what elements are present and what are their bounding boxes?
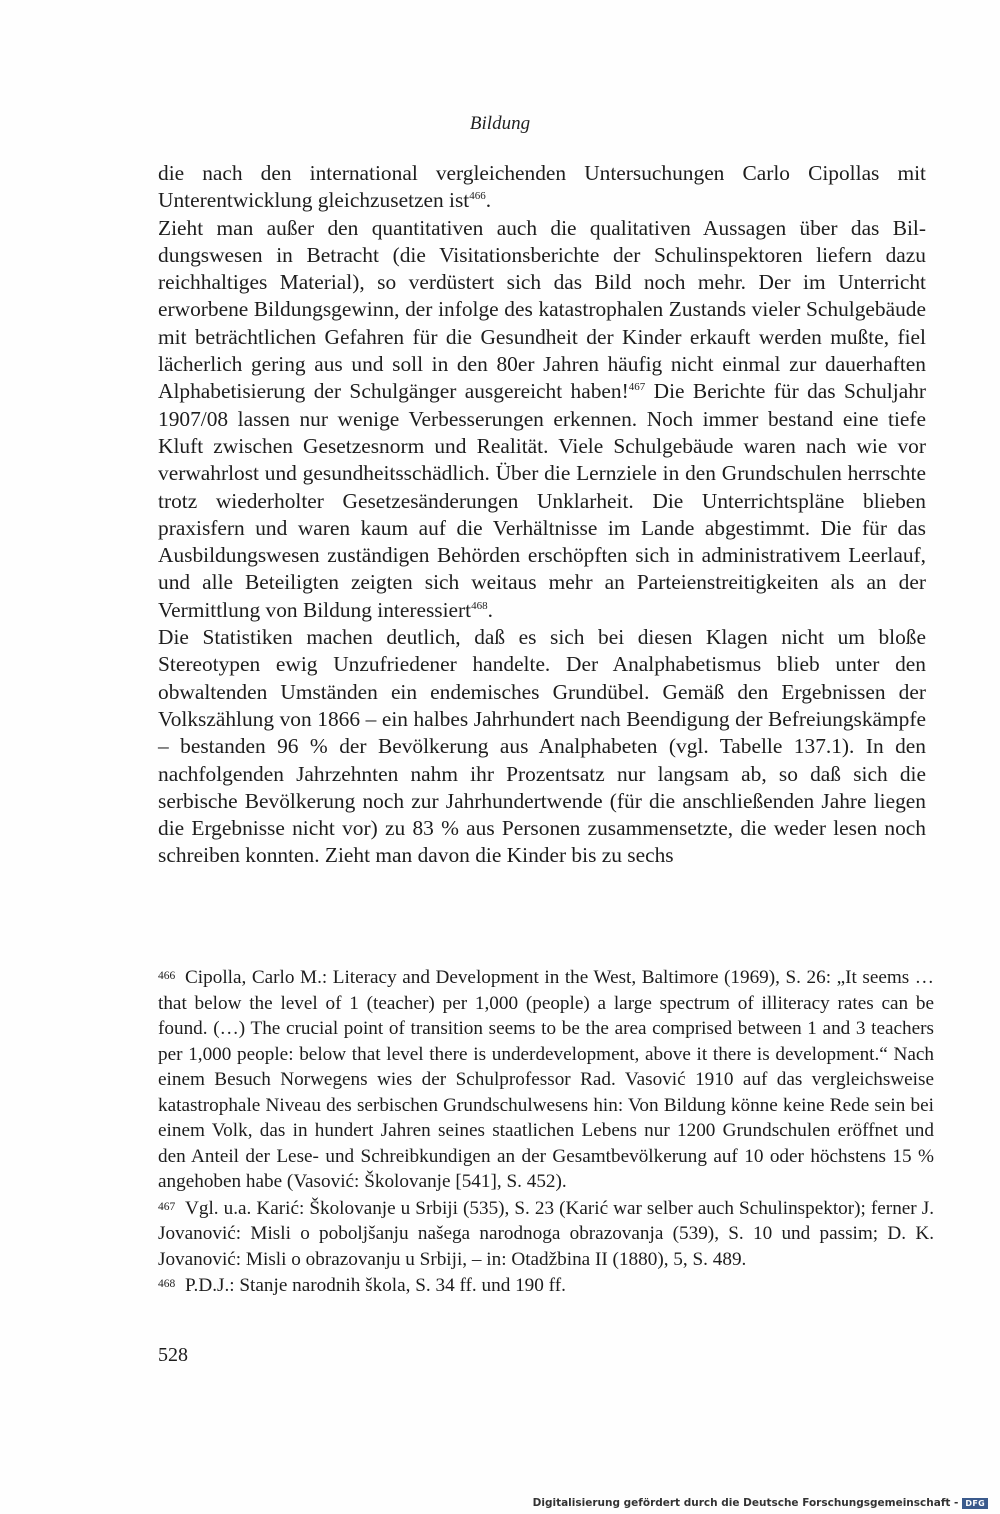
credit-text: Digitalisierung gefördert durch die Deutsche Forschungsgemeinschaft - bbox=[532, 1497, 959, 1509]
footnote-number: 466 bbox=[158, 970, 176, 982]
footnotes bbox=[158, 964, 934, 1299]
footnote-466 bbox=[158, 964, 934, 1195]
text-span: . bbox=[485, 188, 492, 213]
text-span: Zieht man außer den quantitativen auch die qualitativen Aussagen über das Bildungswesen in Betracht (die Visitationsberichte der Schulinspektoren liefern dazu reichhaltiges Material), so verdüstert sich das Bild noch mehr. Der im Unterricht erworbene Bildungsgewinn, der infolge des katastrophalen Zustands vieler Schulgebäude mit beträchtlichen Gefahren für die Gesundheit der Kinder erkauft werden mußte, fiel lächerlich gering aus und soll in den 80er Jahren häufig nicht einmal zur dauerhaften Alphabetisierung der Schulgänger ausgereicht haben! bbox=[158, 215, 926, 404]
footnote-ref[interactable]: 466 bbox=[469, 190, 486, 203]
footnote-ref[interactable]: 467 bbox=[628, 381, 646, 394]
text-span: Die Berichte für das Schuljahr 1907/08 lassen nur wenige Verbesserungen erkennen. Noch immer bestand eine tiefe Kluft zwischen Gesetzesnorm und Realität. Viele Schulgebäude waren nach wie vor verwahrlost und gesundheitsschädlich. Über die Lernziele in den Grundschulen herrschte trotz wiederholter Gesetzesänderungen Unklarheit. Die Unterrichtspläne blieben praxisfern und waren kaum auf die Verhältnisse im Lande abgestimmt. Die für das Ausbildungswesen zuständigen Behörden erschöpften sich in administrativem Leerlauf, und alle Beteiligten zeigten sich weitaus mehr an Parteienstreitigkeiten als an der Vermittlung von Bildung interessiert bbox=[158, 379, 927, 622]
footnote-468 bbox=[158, 1272, 934, 1299]
footnote-467 bbox=[158, 1195, 934, 1273]
body-paragraph bbox=[158, 160, 926, 215]
body-paragraph bbox=[158, 215, 926, 624]
footnote-text: Vgl. u.a. Karić: Školovanje u Srbiji (535), S. 23 (Karić war selber auch Schulinspektor); ferner J. Jovanović: Misli o poboljšanju našega narodnoga obrazovanja (539), S. 10 und passim; D. K. Jovanović: Misli o obrazovanju u Srbiji, – in: Otadžbina II (1880), 5, S. 489. bbox=[158, 1197, 934, 1270]
text-span: die nach den international vergleichenden Untersuchungen Carlo Cipollas mit Unterentwicklung gleichzusetzen ist bbox=[158, 161, 926, 213]
footnote-text: Cipolla, Carlo M.: Literacy and Development in the West, Baltimore (1969), S. 26: „It seems … that below the level of 1 (teacher) per 1,000 (people) a large spectrum of illiteracy rates can be found. (…) The crucial point of transition seems to be the area comprised between 1 and 3 teachers per 1,000 people: below that level there is underdevelopment, above it there is development.“ Nach einem Besuch Norwegens wies der Schulprofessor Rad. Vasović 1910 auf das vergleichsweise katastrophale Niveau des serbischen Grundschulwesens hin: Von Bildung könne keine Rede sein bei einem Volk, das in hundert Jahren seines staatlichen Lebens nur 1200 Grundschulen eröffnet und den Anteil der Lese- und Schreibkundigen an der Gesamtbevölkerung auf 10 oder höchstens 15 % angehoben habe (Vasović: Školovanje [541], S. 452). bbox=[158, 967, 934, 1192]
text-span: Die Statistiken machen deutlich, daß es sich bei diesen Klagen nicht um bloße Stereotypen ewig Unzufriedener handelte. Der Analphabetismus blieb unter den obwaltenden Umständen ein endemisches Grundübel. Gemäß den Ergebnissen der Volkszählung von 1866 – ein halbes Jahrhundert nach Beendigung der Befreiungskämpfe – bestanden 96 % der Bevölkerung aus Analphabeten (vgl. Tabelle 137.1). In den nachfolgenden Jahrzehnten nahm ihr Prozentsatz nur langsam ab, so daß sich die serbische Bevölkerung noch zur Jahrhundertwende (für die anschließenden Jahre liegen die Ergebnisse nicht vor) zu 83 % aus Personen zusammensetzte, die weder lesen noch schreiben konnten. Zieht man davon die Kinder bis zu sechs bbox=[158, 625, 926, 868]
text-span: . bbox=[487, 597, 493, 622]
footnote-text: P.D.J.: Stanje narodnih škola, S. 34 ff. und 190 ff. bbox=[185, 1275, 566, 1296]
page-number: 528 bbox=[158, 1344, 188, 1366]
body-text bbox=[158, 160, 926, 870]
footnote-number: 467 bbox=[158, 1200, 176, 1213]
running-head: Bildung bbox=[469, 113, 531, 134]
footnote-ref[interactable]: 468 bbox=[471, 599, 488, 612]
body-paragraph bbox=[158, 624, 926, 870]
digitization-credit bbox=[533, 1497, 988, 1509]
footnote-number: 468 bbox=[158, 1278, 176, 1290]
dfg-logo-icon[interactable]: DFG bbox=[962, 1498, 988, 1509]
